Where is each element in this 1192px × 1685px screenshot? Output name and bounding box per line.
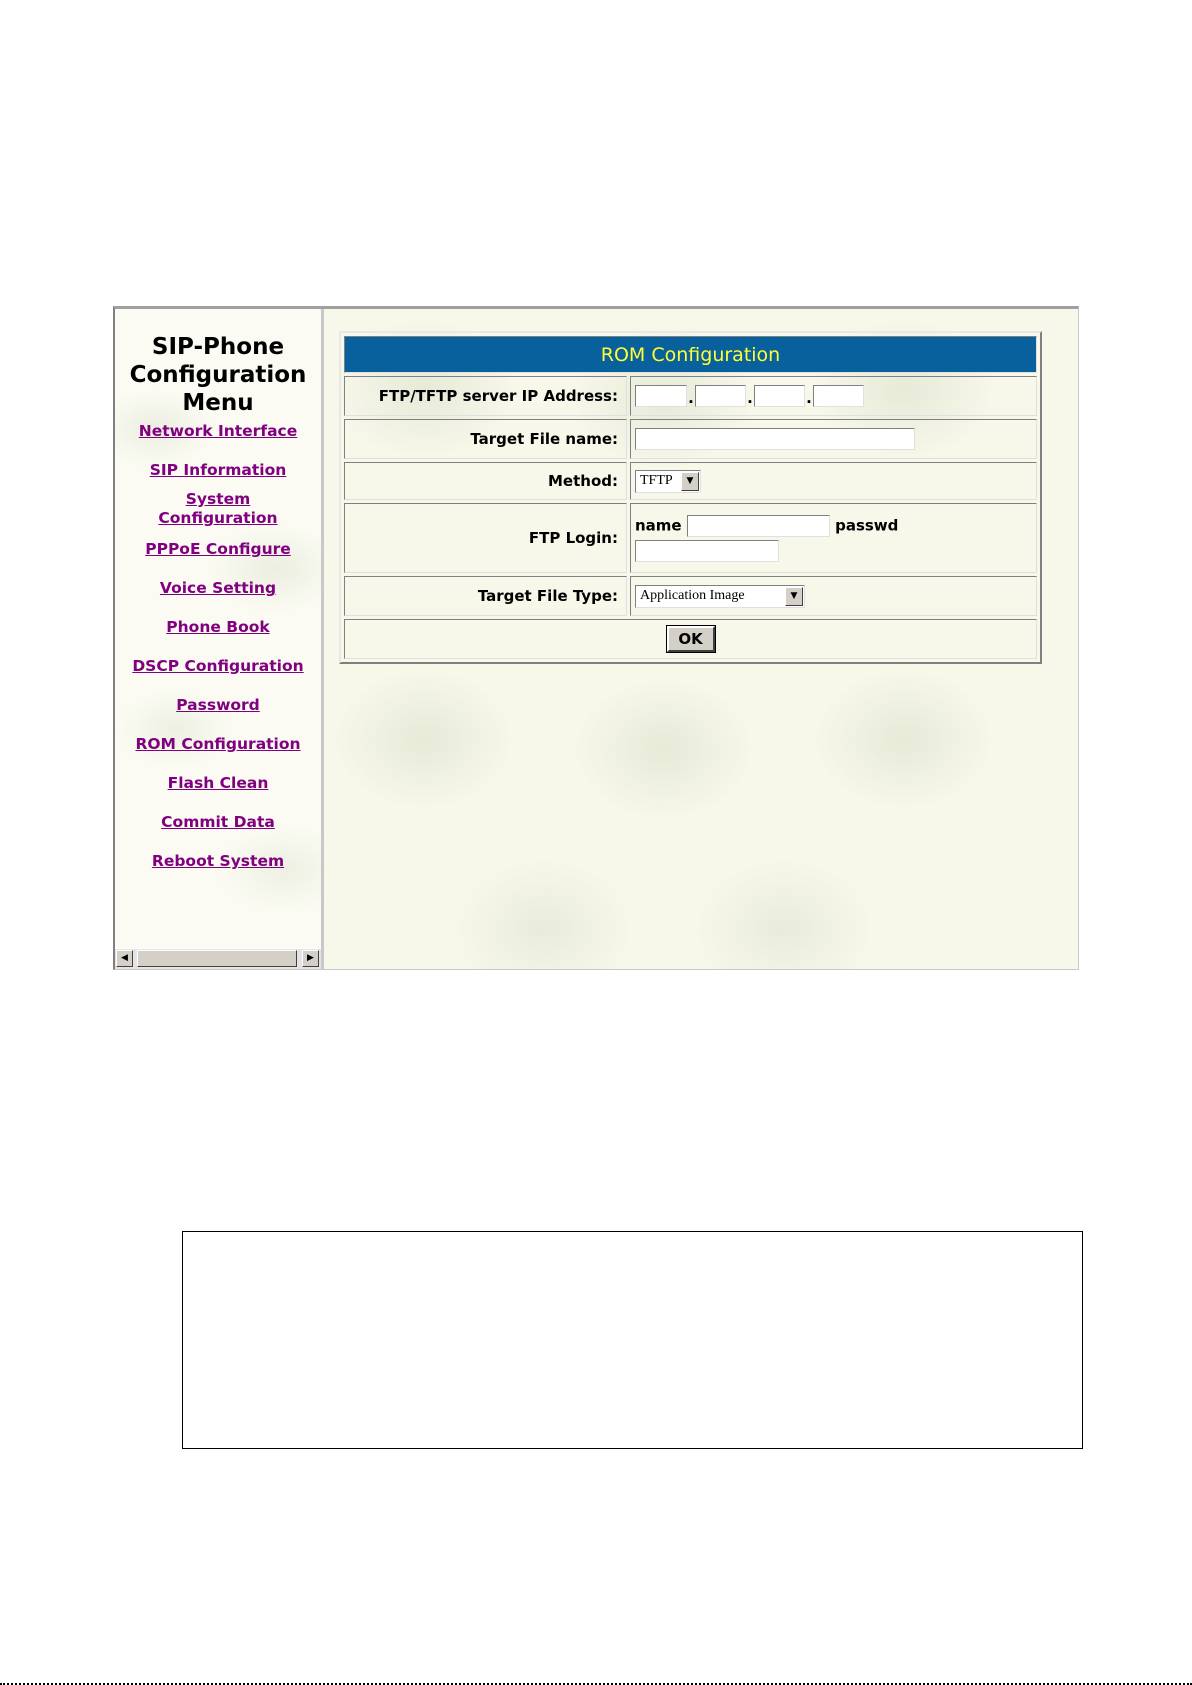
sidebar-item-commit-data[interactable]: Commit Data (161, 813, 275, 831)
arrow-left-icon[interactable]: ◀ (116, 950, 133, 967)
menu-title-line: SIP-Phone (151, 334, 285, 360)
method-select-value: TFTP (640, 472, 673, 488)
ftp-login-cell (630, 503, 1037, 573)
arrow-right-icon[interactable]: ▶ (302, 950, 319, 967)
target-file-type-cell (630, 576, 1037, 616)
target-file-type-value: Application Image (640, 587, 745, 603)
browser-window (113, 306, 1079, 970)
sidebar-item-label: Configuration (158, 509, 278, 527)
sidebar-item-dscp-configuration[interactable]: DSCP Configuration (132, 657, 304, 675)
menu-title-line: Menu (182, 390, 254, 416)
sidebar-item-voice-setting[interactable]: Voice Setting (159, 579, 277, 597)
sidebar-item-label: System (185, 490, 251, 508)
ip-octet-2-input[interactable] (695, 385, 746, 407)
target-file-name-input[interactable] (635, 428, 915, 450)
form-header: ROM Configuration (344, 336, 1037, 373)
sidebar-item-rom-configuration[interactable]: ROM Configuration (135, 735, 301, 753)
scrollbar-thumb[interactable] (137, 950, 297, 967)
sidebar-item-network-interface[interactable]: Network Interface (138, 422, 298, 440)
horizontal-scrollbar[interactable] (115, 948, 321, 969)
sidebar-item-pppoe-configure[interactable]: PPPoE Configure (145, 540, 291, 558)
ftp-passwd-label: passwd (835, 516, 899, 534)
rom-config-form (339, 331, 1042, 664)
ip-separator: . (688, 389, 694, 407)
sidebar-item-password[interactable]: Password (176, 696, 260, 714)
ftp-name-label: name (635, 516, 682, 534)
ip-address-cell (630, 376, 1037, 416)
menu-title (115, 333, 321, 417)
ip-octet-3-input[interactable] (754, 385, 805, 407)
ok-button[interactable]: OK (667, 626, 715, 652)
target-file-name-cell (630, 419, 1037, 459)
chevron-down-icon[interactable]: ▼ (785, 587, 803, 606)
sidebar-item-flash-clean[interactable]: Flash Clean (167, 774, 269, 792)
method-select[interactable] (635, 470, 701, 493)
ftp-login-label: FTP Login: (344, 503, 627, 573)
ftp-name-input[interactable] (687, 515, 830, 537)
ftp-passwd-input[interactable] (635, 540, 779, 562)
menu-list (115, 422, 321, 871)
empty-note-box (182, 1231, 1083, 1449)
chevron-down-icon[interactable]: ▼ (681, 472, 699, 491)
target-file-type-select[interactable] (635, 585, 805, 608)
method-label: Method: (344, 462, 627, 500)
target-file-type-label: Target File Type: (344, 576, 627, 616)
submit-cell (344, 619, 1037, 659)
sidebar-item-reboot-system[interactable]: Reboot System (151, 852, 285, 870)
main-content (324, 309, 1078, 969)
ip-separator: . (806, 389, 812, 407)
ip-separator: . (747, 389, 753, 407)
sidebar-item-sip-information[interactable]: SIP Information (149, 461, 287, 479)
sidebar-item-system-configuration[interactable] (115, 490, 321, 528)
target-file-name-label: Target File name: (344, 419, 627, 459)
sidebar-frame (115, 309, 324, 969)
ip-address-label: FTP/TFTP server IP Address: (344, 376, 627, 416)
menu-title-line: Configuration (129, 362, 307, 388)
ip-octet-4-input[interactable] (813, 385, 864, 407)
sidebar-item-phone-book[interactable]: Phone Book (166, 618, 270, 636)
method-cell (630, 462, 1037, 500)
ip-octet-1-input[interactable] (635, 385, 687, 407)
